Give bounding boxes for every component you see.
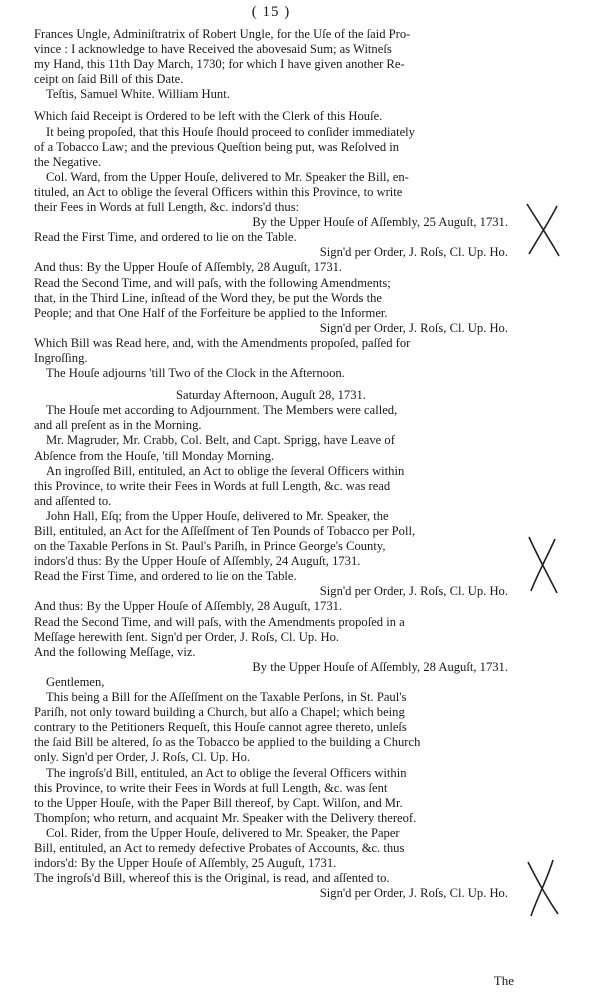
text-line: By the Upper Houſe of Aſſembly, 28 Auguſt, 1731. [252, 659, 508, 674]
text-line: Sign'd per Order, J. Roſs, Cl. Up. Ho. [319, 320, 508, 335]
text-line: indors'd: By the Upper Houſe of Aſſembly, 25 Auguſt, 1731. [34, 856, 337, 871]
text-line: of a Tobacco Law; and the previous Queſtion being put, was Reſolved in [34, 139, 400, 154]
text-line: tituled, an Act to oblige the ſeveral Officers within this Province, to write [34, 184, 403, 199]
text-line: Read the First Time, and ordered to lie on the Table. [34, 230, 297, 245]
text-line: Saturday Afternoon, Auguſt 28, 1731. [176, 388, 366, 403]
text-line: Which Bill was Read here, and, with the Amendments propoſed, paſſed for [34, 335, 411, 350]
text-line: indors'd thus: By the Upper Houſe of Aſſembly, 24 Auguſt, 1731. [34, 554, 361, 569]
text-line: John Hall, Eſq; from the Upper Houſe, delivered to Mr. Speaker, the [46, 508, 389, 523]
text-line: Gentlemen, [46, 674, 105, 689]
text-line: And the following Meſſage, viz. [34, 644, 196, 659]
text-line: And thus: By the Upper Houſe of Aſſembly, 28 Auguſt, 1731. [34, 260, 343, 275]
text-line: this Province, to write their Fees in Words at full Length, &c. was read [34, 478, 391, 493]
handwritten-x-mark [523, 200, 563, 260]
text-line: Bill, entituled, an Act to remedy defective Probates of Accounts, &c. thus [34, 840, 405, 855]
text-line: the ſaid Bill be altered, ſo as the Tobacco be applied to the building a Church [34, 735, 421, 750]
text-line: Read the Second Time, and will paſs, with the following Amendments; [34, 275, 391, 290]
text-line: Abſence from the Houſe, 'till Monday Morning. [34, 448, 275, 463]
catchword: The [493, 973, 514, 988]
text-line: Col. Rider, from the Upper Houſe, delivered to Mr. Speaker, the Paper [46, 825, 400, 840]
document-body [34, 27, 508, 901]
text-line: their Fees in Words at full Length, &c. indors'd thus: [34, 200, 300, 215]
text-line: contrary to the Petitioners Requeſt, this Houſe cannot agree thereto, unleſs [34, 720, 407, 735]
text-line: The ingroſs'd Bill, entituled, an Act to oblige the ſeveral Officers within [46, 765, 407, 780]
text-line: Sign'd per Order, J. Roſs, Cl. Up. Ho. [319, 245, 508, 260]
text-line: my Hand, this 11th Day March, 1730; for which I have given another Re- [34, 57, 405, 72]
text-line: the Negative. [34, 154, 102, 169]
text-line: An ingroſſed Bill, entituled, an Act to oblige the ſeveral Officers within [46, 463, 405, 478]
text-line: Ingroſſing. [34, 350, 88, 365]
text-line: Thompſon; who return, and acquaint Mr. Speaker with the Delivery thereof. [34, 810, 417, 825]
text-line: The Houſe adjourns 'till Two of the Clock in the Afternoon. [46, 366, 345, 381]
text-line: vince : I acknowledge to have Received the abovesaid Sum; as Witneſs [34, 42, 392, 57]
text-line: that, in the Third Line, inſtead of the Word they, be put the Words the [34, 290, 382, 305]
text-line: only. Sign'd per Order, J. Roſs, Cl. Up. Ho. [34, 750, 251, 765]
text-line: Which ſaid Receipt is Ordered to be left with the Clerk of this Houſe. [34, 109, 383, 124]
text-line: By the Upper Houſe of Aſſembly, 25 Auguſt, 1731. [252, 215, 508, 230]
text-line: on the Taxable Perſons in St. Paul's Pariſh, in Prince George's County, [34, 539, 386, 554]
text-line: People; and that One Half of the Forfeiture be applied to the Informer. [34, 305, 388, 320]
text-line: Mr. Magruder, Mr. Crabb, Col. Belt, and Capt. Sprigg, have Leave of [46, 433, 395, 448]
text-line: Read the Second Time, and will paſs, with the Amendments propoſed in a [34, 614, 405, 629]
text-line: Bill, entituled, an Act for the Aſſeſſment of Ten Pounds of Tobacco per Poll, [34, 524, 416, 538]
text-line: to the Upper Houſe, with the Paper Bill thereof, by Capt. Wilſon, and Mr. [34, 795, 403, 810]
text-line: And thus: By the Upper Houſe of Aſſembly, 28 Auguſt, 1731. [34, 599, 343, 614]
text-line: Pariſh, not only toward building a Church, but alſo a Chapel; which being [34, 705, 405, 720]
text-line: This being a Bill for the Aſſeſſment on the Taxable Perſons, in St. Paul's [46, 690, 407, 705]
text-line: Col. Ward, from the Upper Houſe, delivered to Mr. Speaker the Bill, en- [46, 169, 409, 184]
text-line: Frances Ungle, Adminiſtratrix of Robert Ungle, for the Uſe of the ſaid Pro- [34, 27, 411, 41]
text-line: and aſſented to. [34, 493, 112, 508]
handwritten-x-mark [523, 858, 563, 918]
text-line: Meſſage herewith ſent. Sign'd per Order, J. Roſs, Cl. Up. Ho. [34, 629, 340, 644]
text-line: Teſtis, Samuel White. William Hunt. [46, 87, 230, 102]
text-line: The Houſe met according to Adjournment. The Members were called, [46, 403, 398, 418]
page-number: ( 15 ) [251, 4, 291, 20]
text-line: It being propoſed, that this Houſe ſhould proceed to conſider immediately [46, 124, 415, 139]
handwritten-x-mark [523, 535, 563, 595]
text-line: Sign'd per Order, J. Roſs, Cl. Up. Ho. [319, 886, 508, 901]
text-line: The ingroſs'd Bill, whereof this is the Original, is read, and aſſented to. [34, 871, 390, 886]
line-spacer [34, 102, 508, 109]
text-line: Sign'd per Order, J. Roſs, Cl. Up. Ho. [319, 584, 508, 599]
text-line: Read the First Time, and ordered to lie on the Table. [34, 569, 297, 584]
text-line: ceipt on ſaid Bill of this Date. [34, 72, 184, 87]
text-line: and all preſent as in the Morning. [34, 418, 202, 433]
text-line: this Province, to write their Fees in Words at full Length, &c. was ſent [34, 780, 388, 795]
line-spacer [34, 381, 508, 388]
